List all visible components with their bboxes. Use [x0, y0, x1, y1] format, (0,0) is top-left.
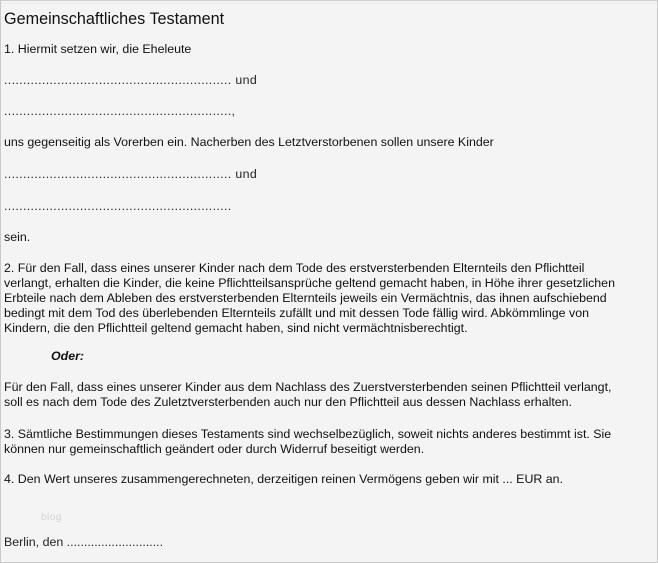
place-date-signature-line: Berlin, den ............................ [4, 535, 164, 549]
paragraph-line: 2. Für den Fall, dass eines unserer Kinder nach dem Tode des erstversterbenden Elternteils den Pflichtteil [4, 261, 585, 275]
paragraph-line: 3. Sämtliche Bestimmungen dieses Testaments sind wechselbezüglich, soweit nichts anderes bestimmt ist. Sie [4, 427, 612, 441]
section-1-intro: 1. Hiermit setzen wir, die Eheleute [4, 42, 192, 56]
document-title: Gemeinschaftliches Testament [4, 10, 225, 28]
section-2-alternative-paragraph [4, 380, 654, 410]
section-3-paragraph [4, 427, 654, 457]
paragraph-line: verlangt, erhalten die Kinder, die keine Pflichtteilsansprüche geltend gemacht haben, in Höhe ihrer gesetzlichen [4, 276, 615, 290]
section-4-paragraph: 4. Den Wert unseres zusammengerechneten, derzeitigen reinen Vermögens geben wir mit ... EUR an. [4, 472, 564, 486]
section-1-closing: sein. [4, 230, 31, 244]
paragraph-line: können nur gemeinschaftlich geändert oder durch Widerruf beseitigt werden. [4, 442, 425, 456]
paragraph-line: Für den Fall, dass eines unserer Kinder aus dem Nachlass des Zuerstversterbenden seinen Pflichtteil verlangt, [4, 380, 612, 394]
section-2-paragraph [4, 261, 654, 336]
child-name-field-1: ............................................................ und [4, 167, 258, 181]
alternative-label: Oder: [51, 349, 85, 363]
child-name-field-2: ............................................................ [4, 199, 232, 213]
paragraph-line: soll es nach dem Tode des Zuletztversterbenden auch nur den Pflichtteil aus dessen Nachlass erhalten. [4, 395, 573, 409]
spouse-name-field-2: ............................................................, [4, 104, 236, 118]
paragraph-line: Erbteile nach dem Ableben des erstversterbenden Elternteils jeweils ein Vermächtnis, das ihnen aufschiebend [4, 291, 607, 305]
paragraph-line: bedingt mit dem Tod des überlebenden Elternteils zufällt und mit dessen Tode fällig wird. Abkömmlinge von [4, 306, 589, 320]
watermark: blog [41, 512, 62, 523]
paragraph-line: Kindern, die den Pflichtteil geltend gemacht haben, sind nicht vermächtnisberechtigt. [4, 321, 468, 335]
spouse-name-field-1: ............................................................ und [4, 73, 258, 87]
section-1-text: uns gegenseitig als Vorerben ein. Nacherben des Letztverstorbenen sollen unsere Kinder [4, 135, 494, 149]
